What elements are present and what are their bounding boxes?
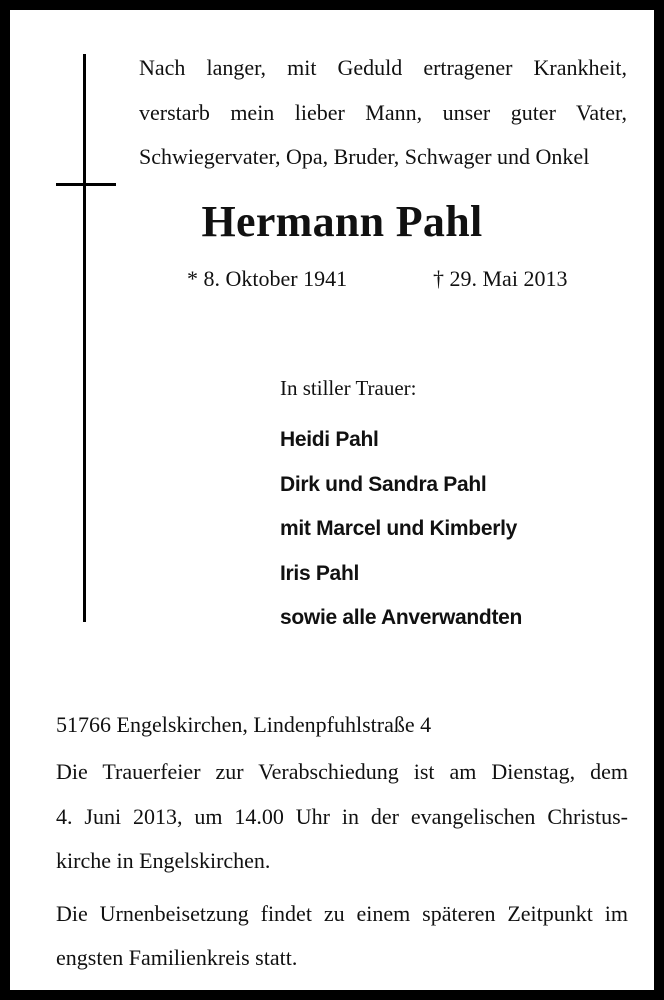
ceremony-paragraph: [56, 750, 628, 884]
mourner-name: sowie alle Anverwandten: [280, 606, 523, 629]
intro-line: Nach langer, mit Geduld ertragener Krankheit,: [139, 55, 627, 80]
ceremony-line: Die Trauerfeier zur Verabschiedung ist am Dienstag, dem: [56, 759, 628, 784]
mourner-name: Heidi Pahl: [280, 428, 379, 451]
burial-line: Die Urnenbeisetzung findet zu einem späteren Zeitpunkt im: [56, 900, 628, 926]
ceremony-line: 4. Juni 2013, um 14.00 Uhr in der evangelischen Christus-: [56, 803, 628, 829]
ceremony-line: kirche in Engelskirchen.: [56, 848, 271, 873]
mourning-label: In stiller Trauer:: [280, 376, 417, 400]
intro-text: [139, 46, 627, 180]
burial-line: engsten Familienkreis statt.: [56, 945, 298, 970]
intro-line: verstarb mein lieber Mann, unser guter Vater,: [139, 99, 627, 125]
cross-symbol-vertical: [83, 54, 86, 622]
mourner-name: mit Marcel und Kimberly: [280, 517, 517, 540]
cross-symbol-horizontal: [56, 183, 116, 186]
deceased-name: Hermann Pahl: [201, 197, 483, 246]
intro-line: Schwiegervater, Opa, Bruder, Schwager und Onkel: [139, 144, 590, 169]
mourner-name: Dirk und Sandra Pahl: [280, 472, 487, 496]
mourner-name: Iris Pahl: [280, 561, 360, 585]
birth-date: * 8. Oktober 1941: [187, 266, 348, 291]
service-info: [56, 710, 628, 989]
mourners-block: [280, 374, 522, 641]
death-date: † 29. Mai 2013: [433, 266, 568, 291]
mourners-list: [280, 418, 522, 641]
burial-paragraph: [56, 892, 628, 981]
address: 51766 Engelskirchen, Lindenpfuhlstraße 4: [56, 712, 432, 737]
